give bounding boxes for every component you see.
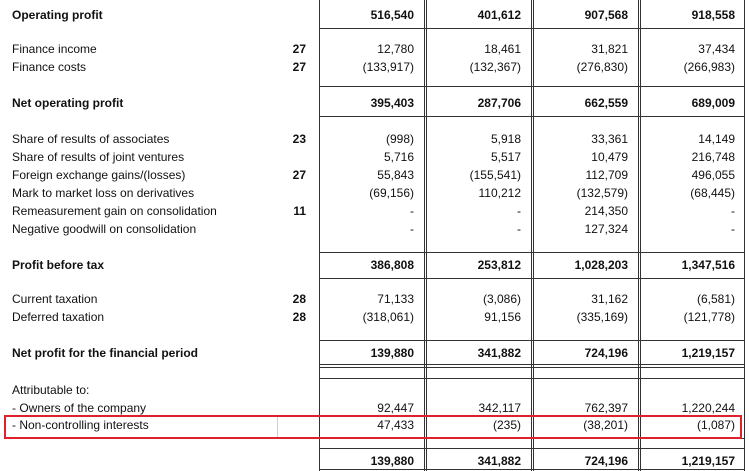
row-label: Negative goodwill on consolidation [12, 222, 197, 236]
cell: 216,748 [691, 150, 735, 164]
cell: 5,918 [490, 132, 521, 146]
cell: (1,087) [696, 418, 735, 432]
row-remeasurement-gain [0, 202, 749, 220]
row-label: Share of results of associates [12, 132, 170, 146]
row-share-joint-ventures [0, 148, 749, 166]
cell: 91,156 [484, 310, 521, 324]
cell: 14,149 [698, 132, 735, 146]
row-operating-profit [0, 6, 749, 24]
cell: 762,397 [584, 401, 628, 415]
cell: (6,581) [696, 292, 735, 306]
cell: 724,196 [584, 454, 628, 468]
cell: 71,133 [377, 292, 414, 306]
row-label: Attributable to: [12, 383, 90, 397]
row-negative-goodwill [0, 220, 749, 238]
rule [319, 378, 745, 379]
row-label: Remeasurement gain on consolidation [12, 204, 217, 218]
cell: (69,156) [369, 186, 414, 200]
cell: 918,558 [691, 8, 735, 22]
cell: (38,201) [583, 418, 628, 432]
cell: 55,843 [377, 168, 414, 182]
cell: 907,568 [584, 8, 628, 22]
row-label: Deferred taxation [12, 310, 105, 324]
cell: 1,219,157 [681, 454, 735, 468]
cell: 342,117 [478, 401, 521, 415]
row-label: Current taxation [12, 292, 98, 306]
row-label: - Owners of the company [12, 401, 147, 415]
rule [319, 278, 745, 279]
cell: 724,196 [584, 346, 628, 360]
cell: 689,009 [691, 96, 735, 110]
cell: 127,324 [584, 222, 628, 236]
cell: 5,517 [490, 150, 521, 164]
note-ref: 27 [292, 168, 306, 182]
rule [319, 364, 745, 365]
rule [319, 448, 745, 449]
cell: 395,403 [370, 96, 414, 110]
row-label: Net profit for the financial period [12, 346, 199, 360]
cell: 341,882 [477, 346, 521, 360]
cell: 253,812 [477, 258, 521, 272]
row-net-profit [0, 344, 749, 362]
row-label: Net operating profit [12, 96, 124, 110]
cell: 287,706 [477, 96, 521, 110]
cell: - [517, 204, 521, 218]
cell: (998) [385, 132, 414, 146]
rule [319, 340, 745, 341]
row-current-taxation [0, 290, 749, 308]
highlight-box [4, 415, 742, 439]
cell: 110,212 [478, 186, 521, 200]
rule [319, 367, 745, 368]
cell: 112,709 [585, 168, 628, 182]
row-total [0, 452, 749, 470]
cell: 662,559 [584, 96, 628, 110]
cell: 37,434 [698, 42, 735, 56]
row-share-associates [0, 130, 749, 148]
cell: (3,086) [482, 292, 521, 306]
cell: (133,917) [362, 60, 414, 74]
cell: 386,808 [370, 258, 414, 272]
note-ref: 27 [292, 60, 306, 74]
row-label: Share of results of joint ventures [12, 150, 185, 164]
note-ref: 23 [292, 132, 306, 146]
cell: 31,821 [591, 42, 628, 56]
note-ref: 27 [292, 42, 306, 56]
cell: (68,445) [690, 186, 735, 200]
cell: 1,347,516 [681, 258, 735, 272]
cell: 401,612 [477, 8, 521, 22]
row-deferred-taxation [0, 308, 749, 326]
note-ref: 28 [292, 310, 306, 324]
cell: 33,361 [591, 132, 628, 146]
cell: (235) [492, 418, 521, 432]
cell: 31,162 [591, 292, 628, 306]
row-label: - Non-controlling interests [12, 418, 149, 432]
cell: 1,220,244 [681, 401, 735, 415]
cell: - [731, 204, 735, 218]
row-label: Finance costs [12, 60, 87, 74]
cell: - [731, 222, 735, 236]
cell: 1,219,157 [681, 346, 735, 360]
cell: 214,350 [584, 204, 628, 218]
cell: 92,447 [377, 401, 414, 415]
note-ref: 11 [293, 204, 306, 218]
row-profit-before-tax [0, 256, 749, 274]
row-label: Finance income [12, 42, 97, 56]
cell: 516,540 [370, 8, 414, 22]
cell: 18,461 [484, 42, 521, 56]
cell: 12,780 [377, 42, 414, 56]
rule [319, 86, 745, 87]
row-finance-income [0, 40, 749, 58]
row-label: Profit before tax [12, 258, 105, 272]
cell: (276,830) [576, 60, 628, 74]
cell: 1,028,203 [574, 258, 628, 272]
row-label: Operating profit [12, 8, 103, 22]
cell: (335,169) [576, 310, 628, 324]
row-label: Foreign exchange gains/(losses) [12, 168, 186, 182]
cell: 341,882 [477, 454, 521, 468]
cell: (266,983) [683, 60, 735, 74]
cell: 496,055 [691, 168, 735, 182]
cell: 139,880 [370, 346, 414, 360]
row-net-operating-profit [0, 94, 749, 112]
cell: 10,479 [591, 150, 628, 164]
row-mtm-loss [0, 184, 749, 202]
cell: - [517, 222, 521, 236]
cell: - [410, 222, 414, 236]
cell: (121,778) [683, 310, 735, 324]
cell: - [410, 204, 414, 218]
rule [319, 116, 745, 117]
cell: (318,061) [362, 310, 414, 324]
cell: 47,433 [377, 418, 414, 432]
rule [319, 469, 745, 470]
note-ref: 28 [292, 292, 306, 306]
rule [319, 252, 745, 253]
row-attributable-to [0, 381, 749, 399]
cell: (155,541) [469, 168, 521, 182]
row-fx-gains [0, 166, 749, 184]
row-label: Mark to market loss on derivatives [12, 186, 195, 200]
rule [319, 28, 745, 29]
row-finance-costs [0, 58, 749, 76]
cell: (132,579) [576, 186, 628, 200]
cell: (132,367) [469, 60, 521, 74]
cell: 5,716 [383, 150, 414, 164]
cell: 139,880 [370, 454, 414, 468]
